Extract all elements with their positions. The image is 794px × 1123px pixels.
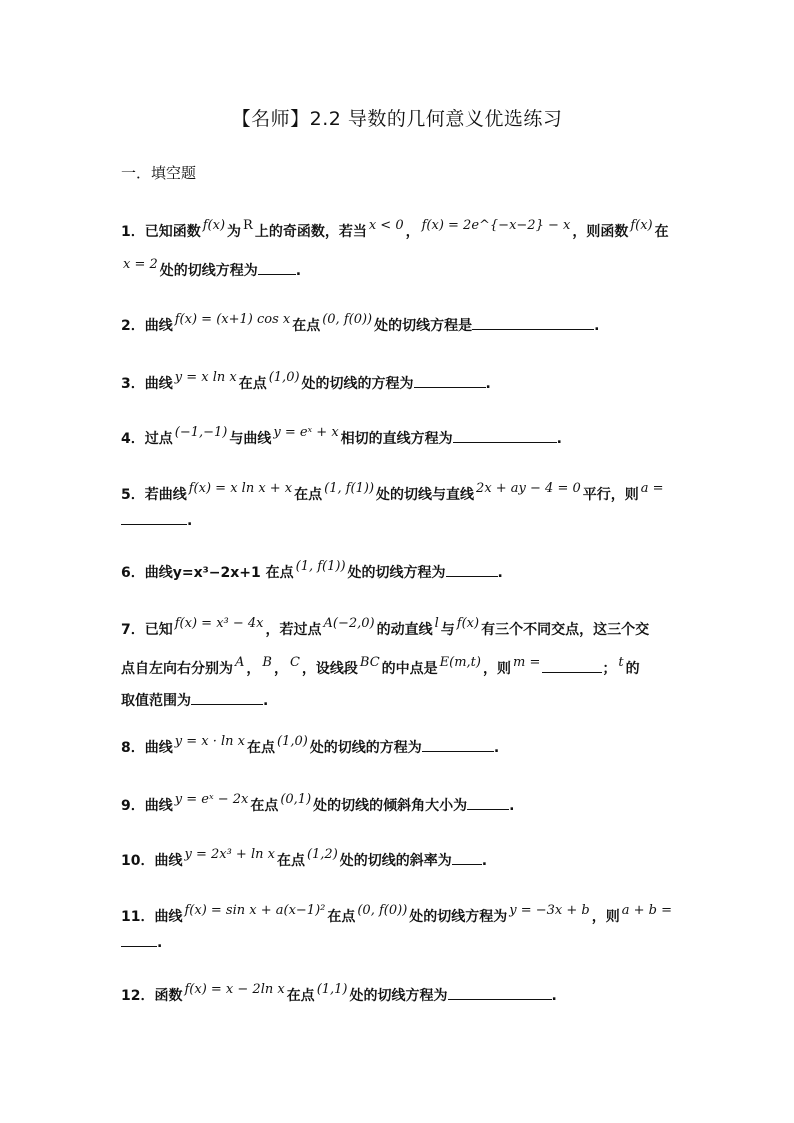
question-11 xyxy=(121,903,681,928)
question-text: 在点 xyxy=(286,988,315,1004)
question-text: 与 xyxy=(440,622,455,638)
math-expression: (−1,−1) xyxy=(174,425,228,440)
math-expression: a = xyxy=(640,481,664,496)
answer-blank[interactable] xyxy=(121,932,157,947)
question-number: 12． xyxy=(121,988,155,1004)
question-text: 处的切线与直线 xyxy=(376,487,475,503)
question-3 xyxy=(121,370,681,395)
answer-blank[interactable] xyxy=(191,690,263,705)
question-4 xyxy=(121,425,681,450)
math-expression: y = x ln x xyxy=(174,370,237,385)
question-number: 5． xyxy=(121,487,145,503)
math-expression: A xyxy=(235,655,245,670)
question-number: 3． xyxy=(121,376,145,392)
question-text: . xyxy=(485,376,491,392)
question-number: 8． xyxy=(121,740,145,756)
question-text: 在点 xyxy=(246,740,275,756)
question-text: 曲线y=x³−2x+1 在点 xyxy=(144,565,294,581)
question-text: 已知 xyxy=(144,622,173,638)
question-text: 处的切线的方程为 xyxy=(309,740,422,756)
question-number: 6． xyxy=(121,565,145,581)
question-5-line-2 xyxy=(121,510,681,531)
math-expression: (1,0) xyxy=(268,370,300,385)
question-10 xyxy=(121,847,681,872)
question-text: 处的切线方程为 xyxy=(349,988,448,1004)
question-text: ，若过点 xyxy=(265,622,322,638)
math-expression: f(x) xyxy=(202,218,226,233)
answer-blank[interactable] xyxy=(121,510,187,525)
question-text: . xyxy=(481,853,488,869)
question-9 xyxy=(121,792,681,817)
question-text: 处的切线方程为 xyxy=(409,909,508,925)
answer-blank[interactable] xyxy=(542,658,602,673)
page-title: 【名师】2.2 导数的几何意义优选练习 xyxy=(231,108,563,130)
question-text: 有三个不同交点，这三个交 xyxy=(481,622,650,638)
question-text: 在点 xyxy=(327,909,356,925)
question-text: . xyxy=(187,513,193,529)
question-text: 函数 xyxy=(154,988,183,1004)
math-expression: f(x) xyxy=(456,616,480,631)
math-expression: f(x) xyxy=(630,218,653,233)
question-text: 曲线 xyxy=(144,798,173,814)
math-expression: (0,1) xyxy=(280,792,312,807)
math-expression: (1,1) xyxy=(316,982,348,997)
math-expression: x = 2 xyxy=(123,257,158,272)
math-expression: E(m,t) xyxy=(439,655,481,670)
question-text: 若曲线 xyxy=(144,487,187,503)
math-expression: BC xyxy=(359,655,380,670)
question-text: ； xyxy=(602,661,617,677)
math-expression: (0, f(0)) xyxy=(357,903,408,918)
answer-blank[interactable] xyxy=(453,428,557,443)
answer-blank[interactable] xyxy=(446,562,498,577)
question-text: . xyxy=(551,988,557,1004)
question-text: . xyxy=(509,798,515,814)
question-text: 平行，则 xyxy=(582,487,639,503)
math-expression: f(x) = sin x + a(x−1)² xyxy=(184,903,326,918)
math-expression: y = eˣ + x xyxy=(273,425,339,440)
math-expression: (1,2) xyxy=(306,847,338,862)
question-text: 在 xyxy=(654,224,669,240)
math-expression: (1, f(1)) xyxy=(295,559,346,574)
answer-blank[interactable] xyxy=(422,737,494,752)
question-number: 7． xyxy=(121,622,145,638)
question-text: 处的切线方程是 xyxy=(374,318,473,334)
question-1-line-2 xyxy=(121,257,681,282)
question-text: 已知函数 xyxy=(144,224,201,240)
question-text: 处的切线的方程为 xyxy=(301,376,414,392)
math-expression: f(x) = 2e^{−x−2} − x xyxy=(421,218,571,233)
math-expression: B xyxy=(262,655,272,670)
question-7 xyxy=(121,616,681,641)
question-text: 处的切线的倾斜角大小为 xyxy=(313,798,468,814)
math-expression: A(−2,0) xyxy=(323,616,375,631)
question-text: . xyxy=(594,318,600,334)
question-1 xyxy=(121,218,681,243)
question-text: ， xyxy=(246,661,261,677)
section-heading: 一．填空题 xyxy=(121,164,197,182)
math-expression: C xyxy=(289,655,300,670)
question-text: 在点 xyxy=(238,376,267,392)
question-text: . xyxy=(556,431,562,447)
question-2 xyxy=(121,312,681,337)
math-expression: f(x) = (x+1) cos x xyxy=(174,312,291,327)
question-text: ， xyxy=(273,661,288,677)
math-expression: f(x) = x³ − 4x xyxy=(174,616,264,631)
question-number: 10． xyxy=(121,853,155,869)
question-text: . xyxy=(493,740,500,756)
question-text: . xyxy=(263,693,269,709)
math-expression: (0, f(0)) xyxy=(322,312,373,327)
math-expression: m = xyxy=(512,655,541,670)
question-7-line-2 xyxy=(121,655,681,680)
question-6 xyxy=(121,559,681,584)
math-expression: y = 2x³ + ln x xyxy=(184,847,275,862)
answer-blank[interactable] xyxy=(452,850,482,865)
math-expression: y = eˣ − 2x xyxy=(174,792,249,807)
question-text: ，则 xyxy=(591,909,620,925)
answer-blank[interactable] xyxy=(467,795,509,810)
math-expression: l xyxy=(434,616,439,631)
math-expression: y = −3x + b xyxy=(509,903,590,918)
question-text: 曲线 xyxy=(144,740,173,756)
question-text: 在点 xyxy=(250,798,279,814)
math-expression: 2x + ay − 4 = 0 xyxy=(476,481,581,496)
question-text: ，则 xyxy=(482,661,511,677)
math-expression: f(x) = x ln x + x xyxy=(188,481,293,496)
question-text: 处的切线方程为 xyxy=(159,263,258,279)
question-5 xyxy=(121,481,681,506)
answer-blank[interactable] xyxy=(414,373,486,388)
question-text: 过点 xyxy=(144,431,173,447)
question-text: 的中点是 xyxy=(381,661,438,677)
question-text: 的动直线 xyxy=(376,622,433,638)
question-7-line-3 xyxy=(121,690,681,711)
question-number: 11． xyxy=(121,909,155,925)
question-text: ，则函数 xyxy=(572,224,629,240)
answer-blank[interactable] xyxy=(258,260,296,275)
question-number: 4． xyxy=(121,431,145,447)
question-number: 9． xyxy=(121,798,145,814)
question-text: . xyxy=(497,565,503,581)
math-expression: (1,0) xyxy=(276,734,308,749)
math-expression: y = x · ln x xyxy=(174,734,245,749)
math-expression: t xyxy=(618,655,624,670)
math-expression: f(x) = x − 2ln x xyxy=(184,982,285,997)
question-text: . xyxy=(295,263,302,279)
answer-blank[interactable] xyxy=(472,315,594,330)
question-text: 处的切线的斜率为 xyxy=(339,853,452,869)
question-text: 在点 xyxy=(292,318,321,334)
question-text: 取值范围为 xyxy=(121,693,191,709)
question-text: 曲线 xyxy=(154,853,183,869)
question-11-line-2 xyxy=(121,932,681,953)
math-expression: a + b = xyxy=(621,903,673,918)
question-text: 相切的直线方程为 xyxy=(340,431,453,447)
math-expression: (1, f(1)) xyxy=(324,481,375,496)
math-expression: x < 0 xyxy=(368,218,404,233)
question-text: 曲线 xyxy=(144,318,173,334)
question-text: 与曲线 xyxy=(229,431,272,447)
answer-blank[interactable] xyxy=(448,985,552,1000)
question-text: 为 xyxy=(227,224,242,240)
question-text: 在点 xyxy=(276,853,305,869)
question-number: 2． xyxy=(121,318,145,334)
question-text: ， xyxy=(405,224,420,240)
question-text: 上的奇函数，若当 xyxy=(254,224,367,240)
question-12 xyxy=(121,982,681,1007)
question-text: 曲线 xyxy=(154,909,183,925)
question-text: 处的切线方程为 xyxy=(347,565,446,581)
question-text: 的 xyxy=(625,661,640,677)
question-text: 曲线 xyxy=(144,376,173,392)
math-expression: R xyxy=(243,218,253,233)
question-text: 在点 xyxy=(294,487,323,503)
question-text: ，设线段 xyxy=(301,661,358,677)
question-text: 点自左向右分别为 xyxy=(121,661,233,677)
question-text: . xyxy=(157,935,163,951)
question-8 xyxy=(121,734,681,759)
question-number: 1． xyxy=(121,224,145,240)
